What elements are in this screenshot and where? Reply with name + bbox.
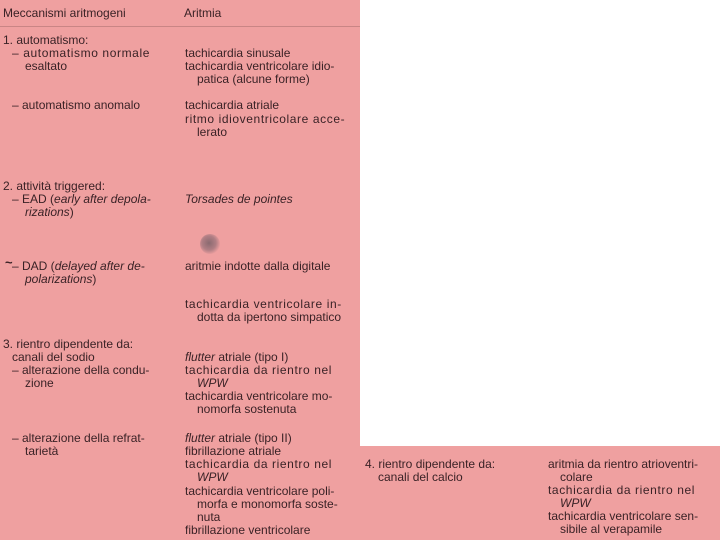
arrhythmia-text: lerato (197, 125, 228, 139)
arrhythmia-text: tachicardia sinusale (185, 46, 291, 60)
mechanism-normal-line1: – automatismo normale (12, 46, 150, 60)
arrhythmia-text: colare (560, 470, 593, 484)
section-1-title: 1. automatismo: (3, 33, 89, 47)
arrhythmia-text: WPW (197, 376, 228, 390)
mechanism-conduction-line2: zione (25, 376, 54, 390)
section-3-title: 3. rientro dipendente da: (3, 337, 134, 351)
section-4-subtitle: canali del calcio (378, 470, 463, 484)
mechanism-ead-line1: – EAD (early after depola- (12, 192, 151, 206)
mechanism-abnormal: – automatismo anomalo (12, 98, 141, 112)
header-arrhythmia: Aritmia (184, 6, 222, 20)
arrhythmia-text: tachicardia da rientro nel (185, 457, 333, 471)
section-3-subtitle: canali del sodio (12, 350, 95, 364)
mechanism-ead-line2: rizations) (25, 205, 74, 219)
mechanism-dad-line1: – DAD (delayed after de- (12, 259, 145, 273)
arrhythmia-text: tachicardia da rientro nel (548, 483, 696, 497)
table-header (0, 0, 360, 27)
mechanism-refractoriness-line2: tarietà (25, 444, 59, 458)
arrhythmia-text: tachicardia ventricolare poli- (185, 484, 335, 498)
mechanism-conduction-line1: – alterazione della condu- (12, 363, 150, 377)
arrhythmia-text: flutter atriale (tipo II) (185, 431, 292, 445)
arrhythmia-text: WPW (560, 496, 591, 510)
arrhythmia-text: fibrillazione atriale (185, 444, 282, 458)
arrhythmia-text: fibrillazione ventricolare (185, 523, 311, 537)
arrhythmia-text: tachicardia ventricolare idio- (185, 59, 335, 73)
header-mechanisms: Meccanismi aritmogeni (3, 6, 126, 20)
arrhythmia-text: tachicardia ventricolare in- (185, 297, 342, 311)
arrhythmia-text: ritmo idioventricolare acce- (185, 112, 346, 126)
arrhythmia-text: Torsades de pointes (185, 192, 293, 206)
arrhythmia-text: nomorfa sostenuta (197, 402, 297, 416)
arrhythmia-text: tachicardia atriale (185, 98, 280, 112)
mechanism-refractoriness-line1: – alterazione della refrat- (12, 431, 145, 445)
table-right-panel (360, 446, 720, 540)
arrhythmia-text: tachicardia ventricolare sen- (548, 509, 699, 523)
mechanism-dad-line2: polarizations) (25, 272, 97, 286)
section-4-title: 4. rientro dipendente da: (365, 457, 496, 471)
arrhythmia-text: tachicardia da rientro nel (185, 363, 333, 377)
arrhythmia-text: morfa e monomorfa soste- (197, 497, 338, 511)
arrhythmia-text: sibile al verapamile (560, 522, 663, 536)
arrhythmia-text: dotta da ipertono simpatico (197, 310, 342, 324)
arrhythmia-text: patica (alcune forme) (197, 72, 310, 86)
arrhythmia-text: nuta (197, 510, 221, 524)
arrhythmia-text: aritmie indotte dalla digitale (185, 259, 331, 273)
scribble-mark: ~ (5, 255, 13, 270)
arrhythmia-text: aritmia da rientro atrioventri- (548, 457, 699, 471)
arrhythmia-text: WPW (197, 470, 228, 484)
stain-mark (200, 234, 220, 254)
section-2-title: 2. attività triggered: (3, 179, 106, 193)
mechanism-normal-line2: esaltato (25, 59, 68, 73)
arrhythmia-text: tachicardia ventricolare mo- (185, 389, 333, 403)
arrhythmia-text: flutter atriale (tipo I) (185, 350, 289, 364)
